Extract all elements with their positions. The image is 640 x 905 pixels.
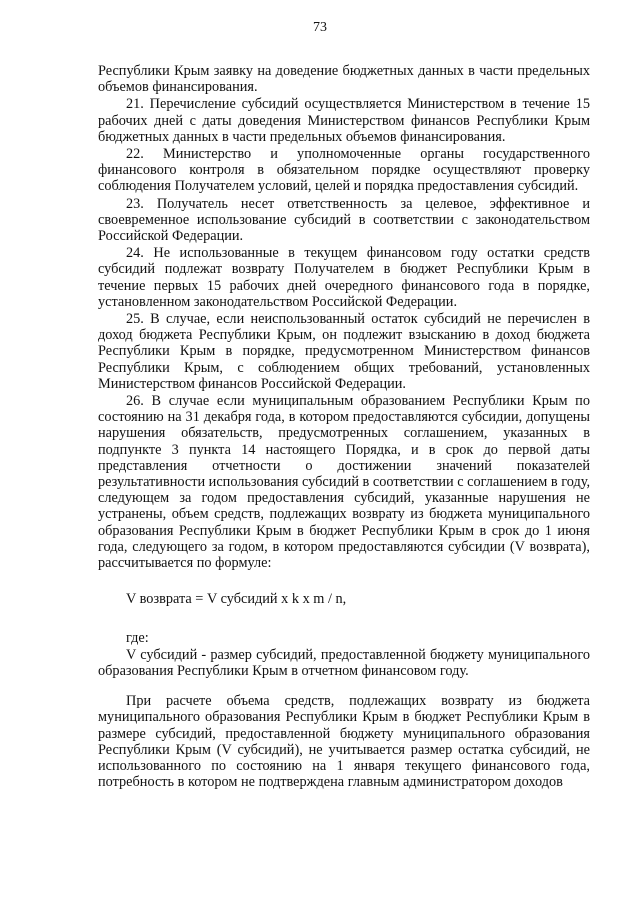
paragraph-25: 25. В случае, если неиспользованный остаток субсидий не перечислен в доход бюджета Республики Крым, он подлежит взысканию в доход бюджета Республики Крым в порядке, предусмотренном Министерством финансов Республики Крым, с соблюдением общих требований, установленных Министерством финансов Российской Федерации. <box>98 311 590 392</box>
paragraph-21: 21. Перечисление субсидий осуществляется Министерством в течение 15 рабочих дней с даты доведения Министерством финансов Республики Крым бюджетных данных в части предельных объемов финансирования. <box>98 96 590 145</box>
paragraph-23: 23. Получатель несет ответственность за целевое, эффективное и своевременное использование субсидий в соответствии с законодательством Российской Федерации. <box>98 195 590 245</box>
paragraph-22: 22. Министерство и уполномоченные органы государственного финансового контроля в обязательном порядке осуществляют проверку соблюдения Получателем условий, целей и порядка предоставления субсидий. <box>98 146 590 195</box>
paragraph-24: 24. Не использованные в текущем финансовом году остатки средств субсидий подлежат возврату Получателем в бюджет Республики Крым в течение первых 15 рабочих дней очередного финансового года в порядке, установленном законодательством Российской Федерации. <box>98 245 590 310</box>
formula-definition-v-subsidies: V субсидий - размер субсидий, предоставленной бюджету муниципального образования Республики Крым в отчетном финансовом году. <box>98 646 590 679</box>
formula-where-label: где: <box>126 629 149 646</box>
return-formula: V возврата = V субсидий x k x m / n, <box>126 591 347 608</box>
paragraph-26: 26. В случае если муниципальным образованием Республики Крым по состоянию на 31 декабря года, в котором предоставляются субсидии, допущены нарушения обязательств, предусмотренных соглашением, указанных в подпункте 3 пункта 14 настоящего Порядка, и в срок до первой даты представления отчетности о достижении значений показателей результативности использования субсидий в соответствии с соглашением в году, следующем за годом предоставления субсидий, указанные нарушения не устранены, объем средств, подлежащих возврату из бюджета муниципального образования Республики Крым в бюджет Республики Крым в срок до 1 июня года, следующего за годом, в котором предоставляются субсидии (V возврата), рассчитывается по формуле: <box>98 393 591 572</box>
paragraph-calculation: При расчете объема средств, подлежащих возврату из бюджета муниципального образования Республики Крым в бюджет Республики Крым в размере субсидий, предоставленной бюджету муниципального образования Республики Крым (V субсидий), не учитывается размер остатка субсидий, не использованного по состоянию на 1 января текущего финансового года, потребность в котором не подтверждена главным администратором доходов <box>98 693 590 791</box>
paragraph-continuation: Республики Крым заявку на доведение бюджетных данных в части предельных объемов финансирования. <box>98 63 590 96</box>
document-body <box>98 63 590 791</box>
page-number: 73 <box>313 20 327 35</box>
